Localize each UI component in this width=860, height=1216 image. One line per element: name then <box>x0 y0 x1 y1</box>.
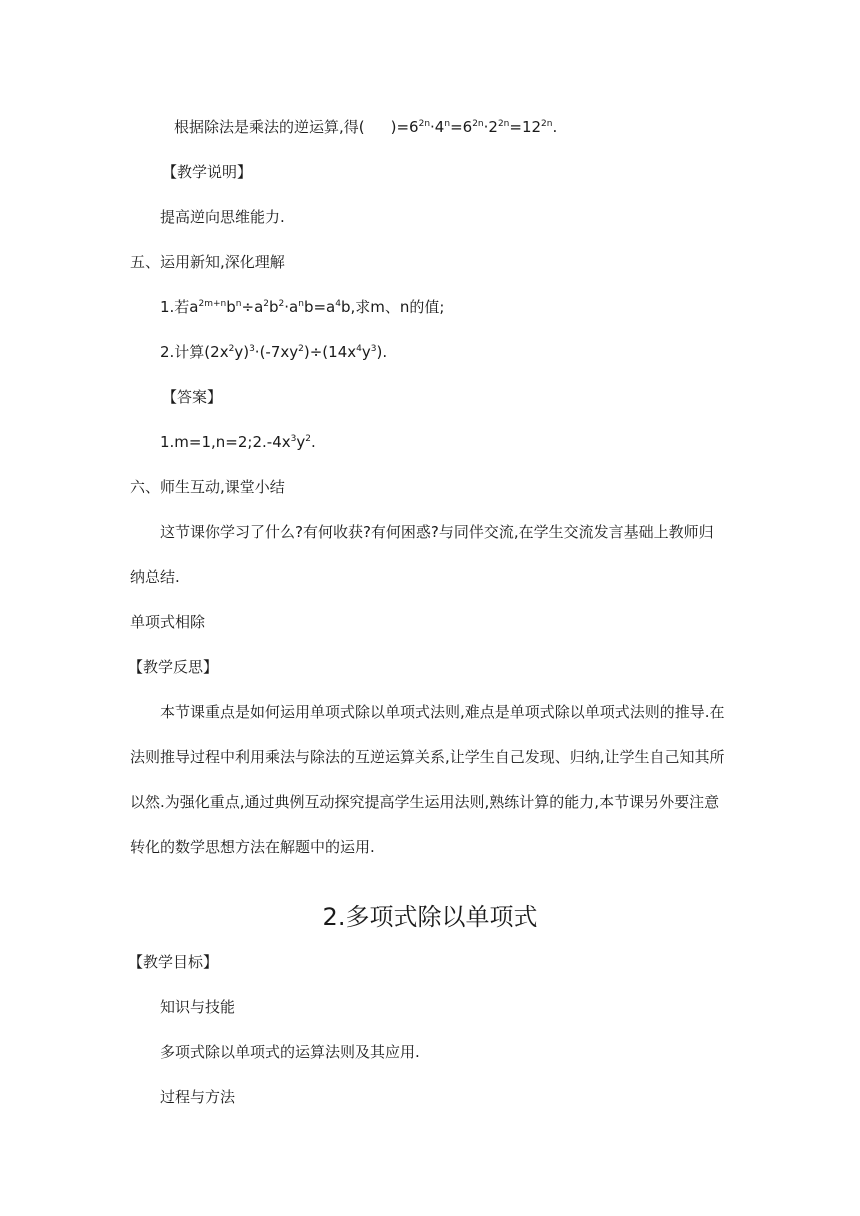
reflection-line-4: 转化的数学思想方法在解题中的运用. <box>130 838 375 856</box>
teaching-note-text: 提高逆向思维能力. <box>160 208 285 226</box>
knowledge-skills-label: 知识与技能 <box>160 998 236 1016</box>
reflection-header: 【教学反思】 <box>128 658 219 676</box>
section-title: 2.多项式除以单项式 <box>322 903 538 931</box>
reflection-line-2: 法则推导过程中利用乘法与除法的互逆运算关系,让学生自己发现、归纳,让学生自己知其所 <box>130 748 725 766</box>
answer-header: 【答案】 <box>162 388 223 406</box>
answer-text: $1.m=1,n=2;2.-4x^3y^2$. <box>160 433 316 451</box>
summary-line-1: 这节课你学习了什么?有何收获?有何困惑?与同伴交流,在学生交流发言基础上教师归 <box>160 523 714 541</box>
knowledge-text: 多项式除以单项式的运算法则及其应用. <box>160 1043 420 1061</box>
reflection-line-1: 本节课重点是如何运用单项式除以单项式法则,难点是单项式除以单项式法则的推导.在 <box>160 703 725 721</box>
process-methods-label: 过程与方法 <box>160 1088 236 1106</box>
summary-line-2: 纳总结. <box>130 568 180 586</box>
objectives-header: 【教学目标】 <box>128 953 219 971</box>
exercise-2: 2.计算$(2x^2y)^3\cdot(-7xy^2)\div(14x^4y^3)$. <box>160 343 388 361</box>
reflection-line-3: 以然.为强化重点,通过典例互动探究提高学生运用法则,熟练计算的能力,本节课另外要注意 <box>130 793 720 811</box>
topic-label: 单项式相除 <box>130 613 206 631</box>
section-6-heading: 六、师生互动,课堂小结 <box>130 478 285 496</box>
exercise-1: 1.若$a^{2m+n}b^n\div a^2b^2\cdot a^nb=a^4b$,求m、n的值; <box>160 298 445 316</box>
section-5-heading: 五、运用新知,深化理解 <box>130 253 285 271</box>
inverse-operation-line: 根据除法是乘法的逆运算,得( )$=6^{2n}\cdot 4^n=6^{2n}\cdot 2^{2n}=12^{2n}$. <box>174 118 558 136</box>
teaching-note-header: 【教学说明】 <box>162 163 253 181</box>
